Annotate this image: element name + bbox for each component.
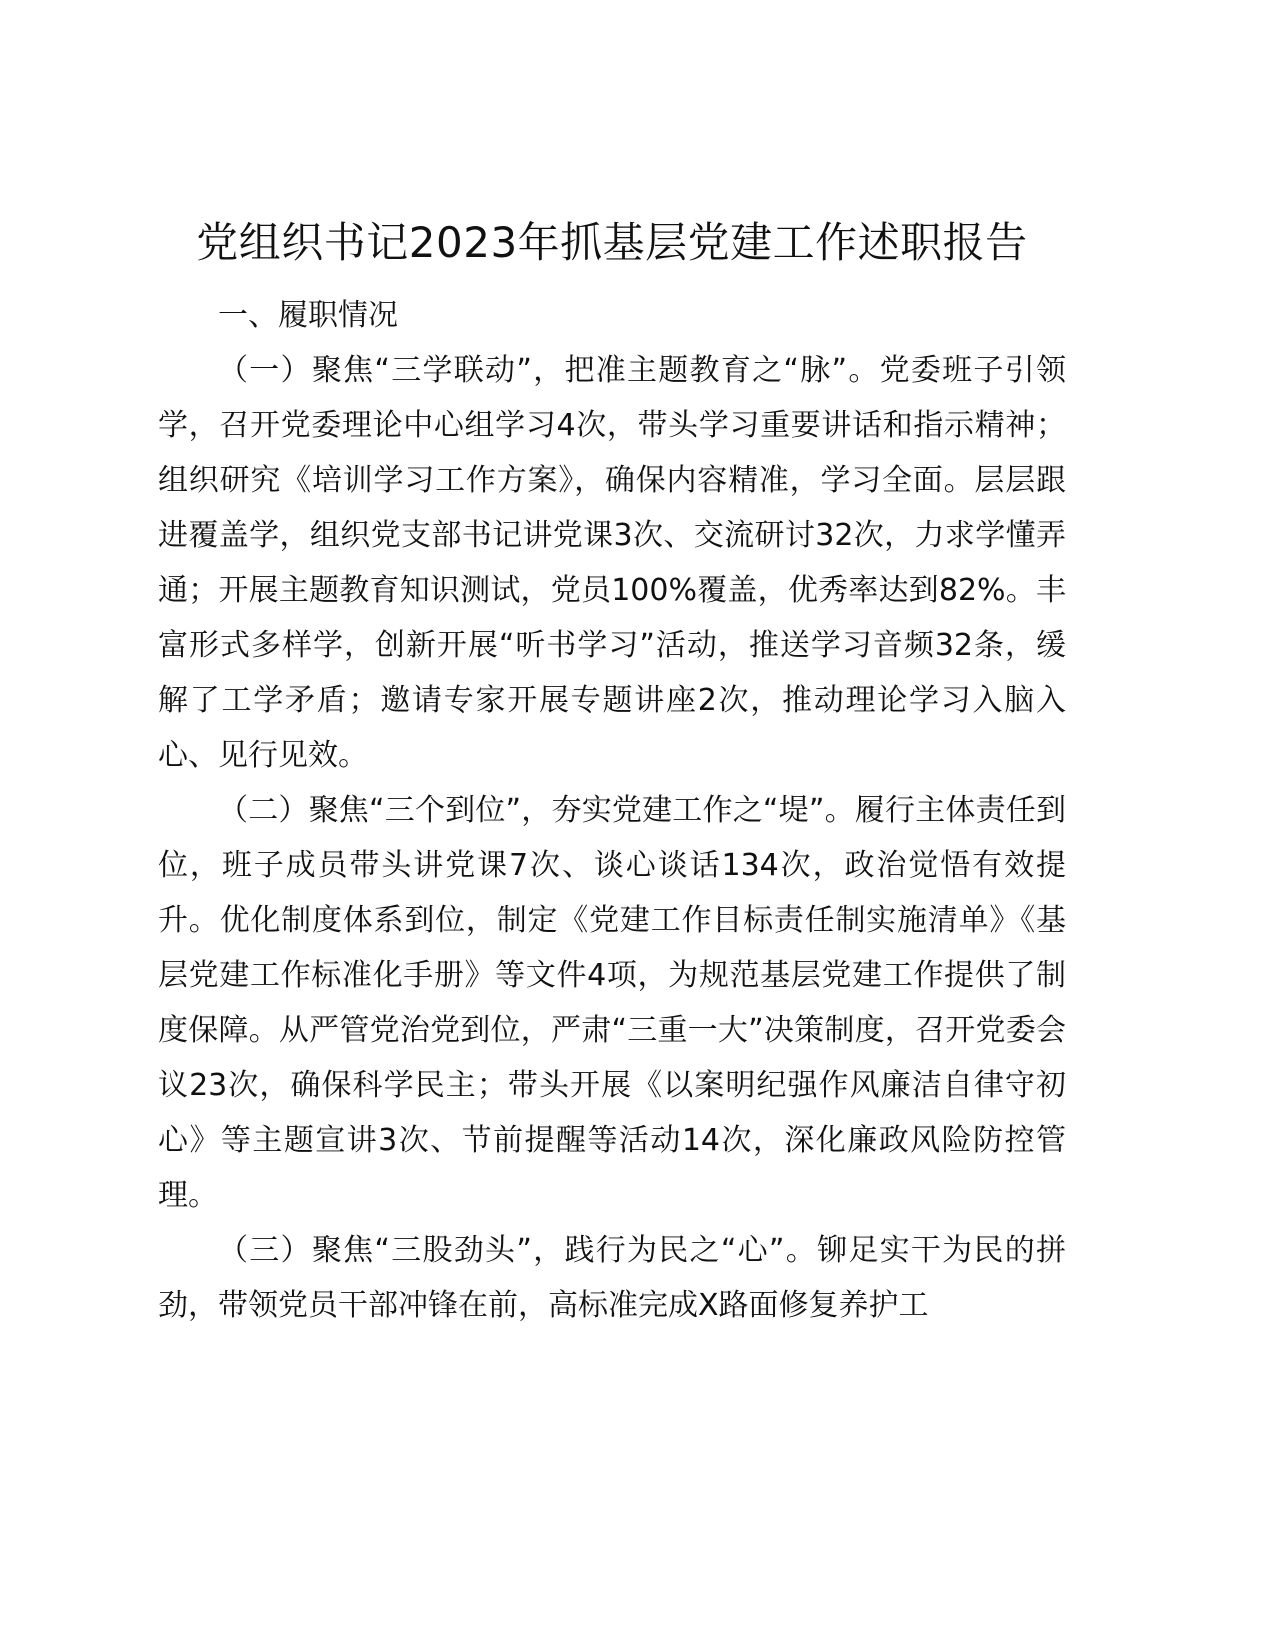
document-page: [158, 210, 1066, 1333]
section-heading: 一、履职情况: [218, 298, 398, 333]
document-title: 党组织书记2023年抓基层党建工作述职报告: [196, 218, 1028, 267]
paragraph-2: （二）聚焦“三个到位”，夯实党建工作之“堤”。履行主体责任到位，班子成员带头讲党课7次、谈心谈话134次，政治觉悟有效提升。优化制度体系到位，制定《党建工作目标责任制实施清单》《基层党建工作标准化手册》等文件4项，为规范基层党建工作提供了制度保障。从严管党治党到位，严肃“三重一大”决策制度，召开党委会议23次，确保科学民主；带头开展《以案明纪强作风廉洁自律守初心》等主题宣讲3次、节前提醒等活动14次，深化廉政风险防控管理。: [158, 793, 1066, 1213]
paragraph-1: （一）聚焦“三学联动”，把准主题教育之“脉”。党委班子引领学，召开党委理论中心组学习4次，带头学习重要讲话和指示精神；组织研究《培训学习工作方案》，确保内容精准，学习全面。层层跟进覆盖学，组织党支部书记讲党课3次、交流研讨32次，力求学懂弄通；开展主题教育知识测试，党员100%覆盖，优秀率达到82%。丰富形式多样学，创新开展“听书学习”活动，推送学习音频32条，缓解了工学矛盾；邀请专家开展专题讲座2次，推动理论学习入脑入心、见行见效。: [158, 353, 1066, 773]
paragraph-3: （三）聚焦“三股劲头”，践行为民之“心”。铆足实干为民的拼劲，带领党员干部冲锋在前，高标准完成X路面修复养护工: [158, 1233, 1066, 1323]
